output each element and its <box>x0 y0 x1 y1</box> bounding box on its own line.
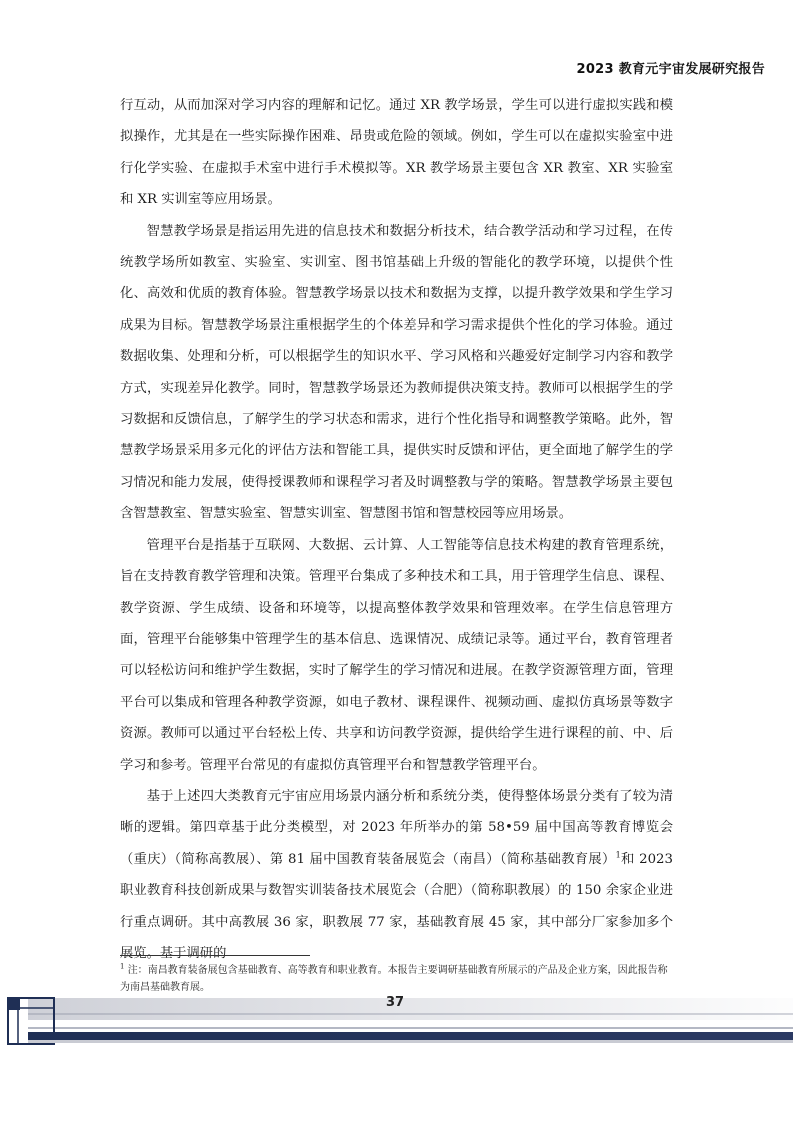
page-number: 37 <box>385 995 405 1010</box>
report-title: 2023 教育元宇宙发展研究报告 <box>576 62 765 77</box>
footnote-text: 注：南昌教育装备展包含基础教育、高等教育和职业教育。本报告主要调研基础教育所展示的产品及企业方案，因此报告称为南昌基础教育展。 <box>120 965 668 993</box>
footer-gray-bar <box>28 1040 793 1043</box>
footnote-mark: 1 <box>120 962 125 971</box>
body-text <box>120 90 673 969</box>
footnote-divider <box>120 955 310 956</box>
survey-text-part2: 和 2023 职业教育科技创新成果与数智实训装备技术展览会（合肥）（简称职教展）的 150 余家企业进行重点调研。其中高教展 36 家，职教展 77 家，基础教育展 45 家，其中部分厂家参加多个展览。基于调研的 <box>120 851 673 961</box>
survey-text-part1: 基于上述四大类教育元宇宙应用场景内涵分析和系统分类，使得整体场景分类有了较为清晰的逻辑。第四章基于此分类模型，对 2023 年所举办的第 58•59 届中国高等教育博览会（重庆）（简称高教展）、第 81 届中国教育装备展览会（南昌）（简称基础教育展） <box>120 788 673 867</box>
footer-gray-band <box>28 998 793 1020</box>
footnote-reference[interactable]: 1 <box>615 850 621 860</box>
paragraph-smart-teaching: 智慧教学场景是指运用先进的信息技术和数据分析技术，结合教学活动和学习过程，在传统教学场所如教室、实验室、实训室、图书馆基础上升级的智能化的教学环境，以提供个性化、高效和优质的教育体验。智慧教学场景以技术和数据为支撑，以提升教学效果和学生学习成果为目标。智慧教学场景注重根据学生的个体差异和学习需求提供个性化的学习体验。通过数据收集、处理和分析，可以根据学生的知识水平、学习风格和兴趣爱好定制学习内容和教学方式，实现差异化教学。同时，智慧教学场景还为教师提供决策支持。教师可以根据学生的学习数据和反馈信息，了解学生的学习状态和需求，进行个性化指导和调整教学策略。此外，智慧教学场景采用多元化的评估方法和智能工具，提供实时反馈和评估，更全面地了解学生的学习情况和能力发展，使得授课教师和课程学习者及时调整教与学的策略。智慧教学场景主要包含智慧教室、智慧实验室、智慧实训室、智慧图书馆和智慧校园等应用场景。 <box>120 223 673 522</box>
paragraph-xr-continuation: 行互动，从而加深对学习内容的理解和记忆。通过 XR 教学场景，学生可以进行虚拟实践和模拟操作，尤其是在一些实际操作困难、昂贵或危险的领域。例如，学生可以在虚拟实验室中进行化学实验、在虚拟手术室中进行手术模拟等。XR 教学场景主要包含 XR 教室、XR 实验室和 XR 实训室等应用场景。 <box>120 98 673 208</box>
footer-navy-bar <box>28 1032 793 1040</box>
paragraph-survey-summary <box>120 781 673 969</box>
footer-corner-fill <box>8 998 20 1010</box>
paragraph-management-platform: 管理平台是指基于互联网、大数据、云计算、人工智能等信息技术构建的教育管理系统，旨在支持教育教学管理和决策。管理平台集成了多种技术和工具，用于管理学生信息、课程、教学资源、学生成绩、设备和环境等，以提高整体教学效果和管理效率。在学生信息管理方面，管理平台能够集中管理学生的基本信息、选课情况、成绩记录等。通过平台，教育管理者可以轻松访问和维护学生数据，实时了解学生的学习情况和进展。在教学资源管理方面，管理平台可以集成和管理各种教学资源，如电子教材、课程课件、视频动画、虚拟仿真场景等数字资源。教师可以通过平台轻松上传、共享和访问教学资源，提供给学生进行课程的前、中、后学习和参考。管理平台常见的有虚拟仿真管理平台和智慧教学管理平台。 <box>120 537 673 773</box>
